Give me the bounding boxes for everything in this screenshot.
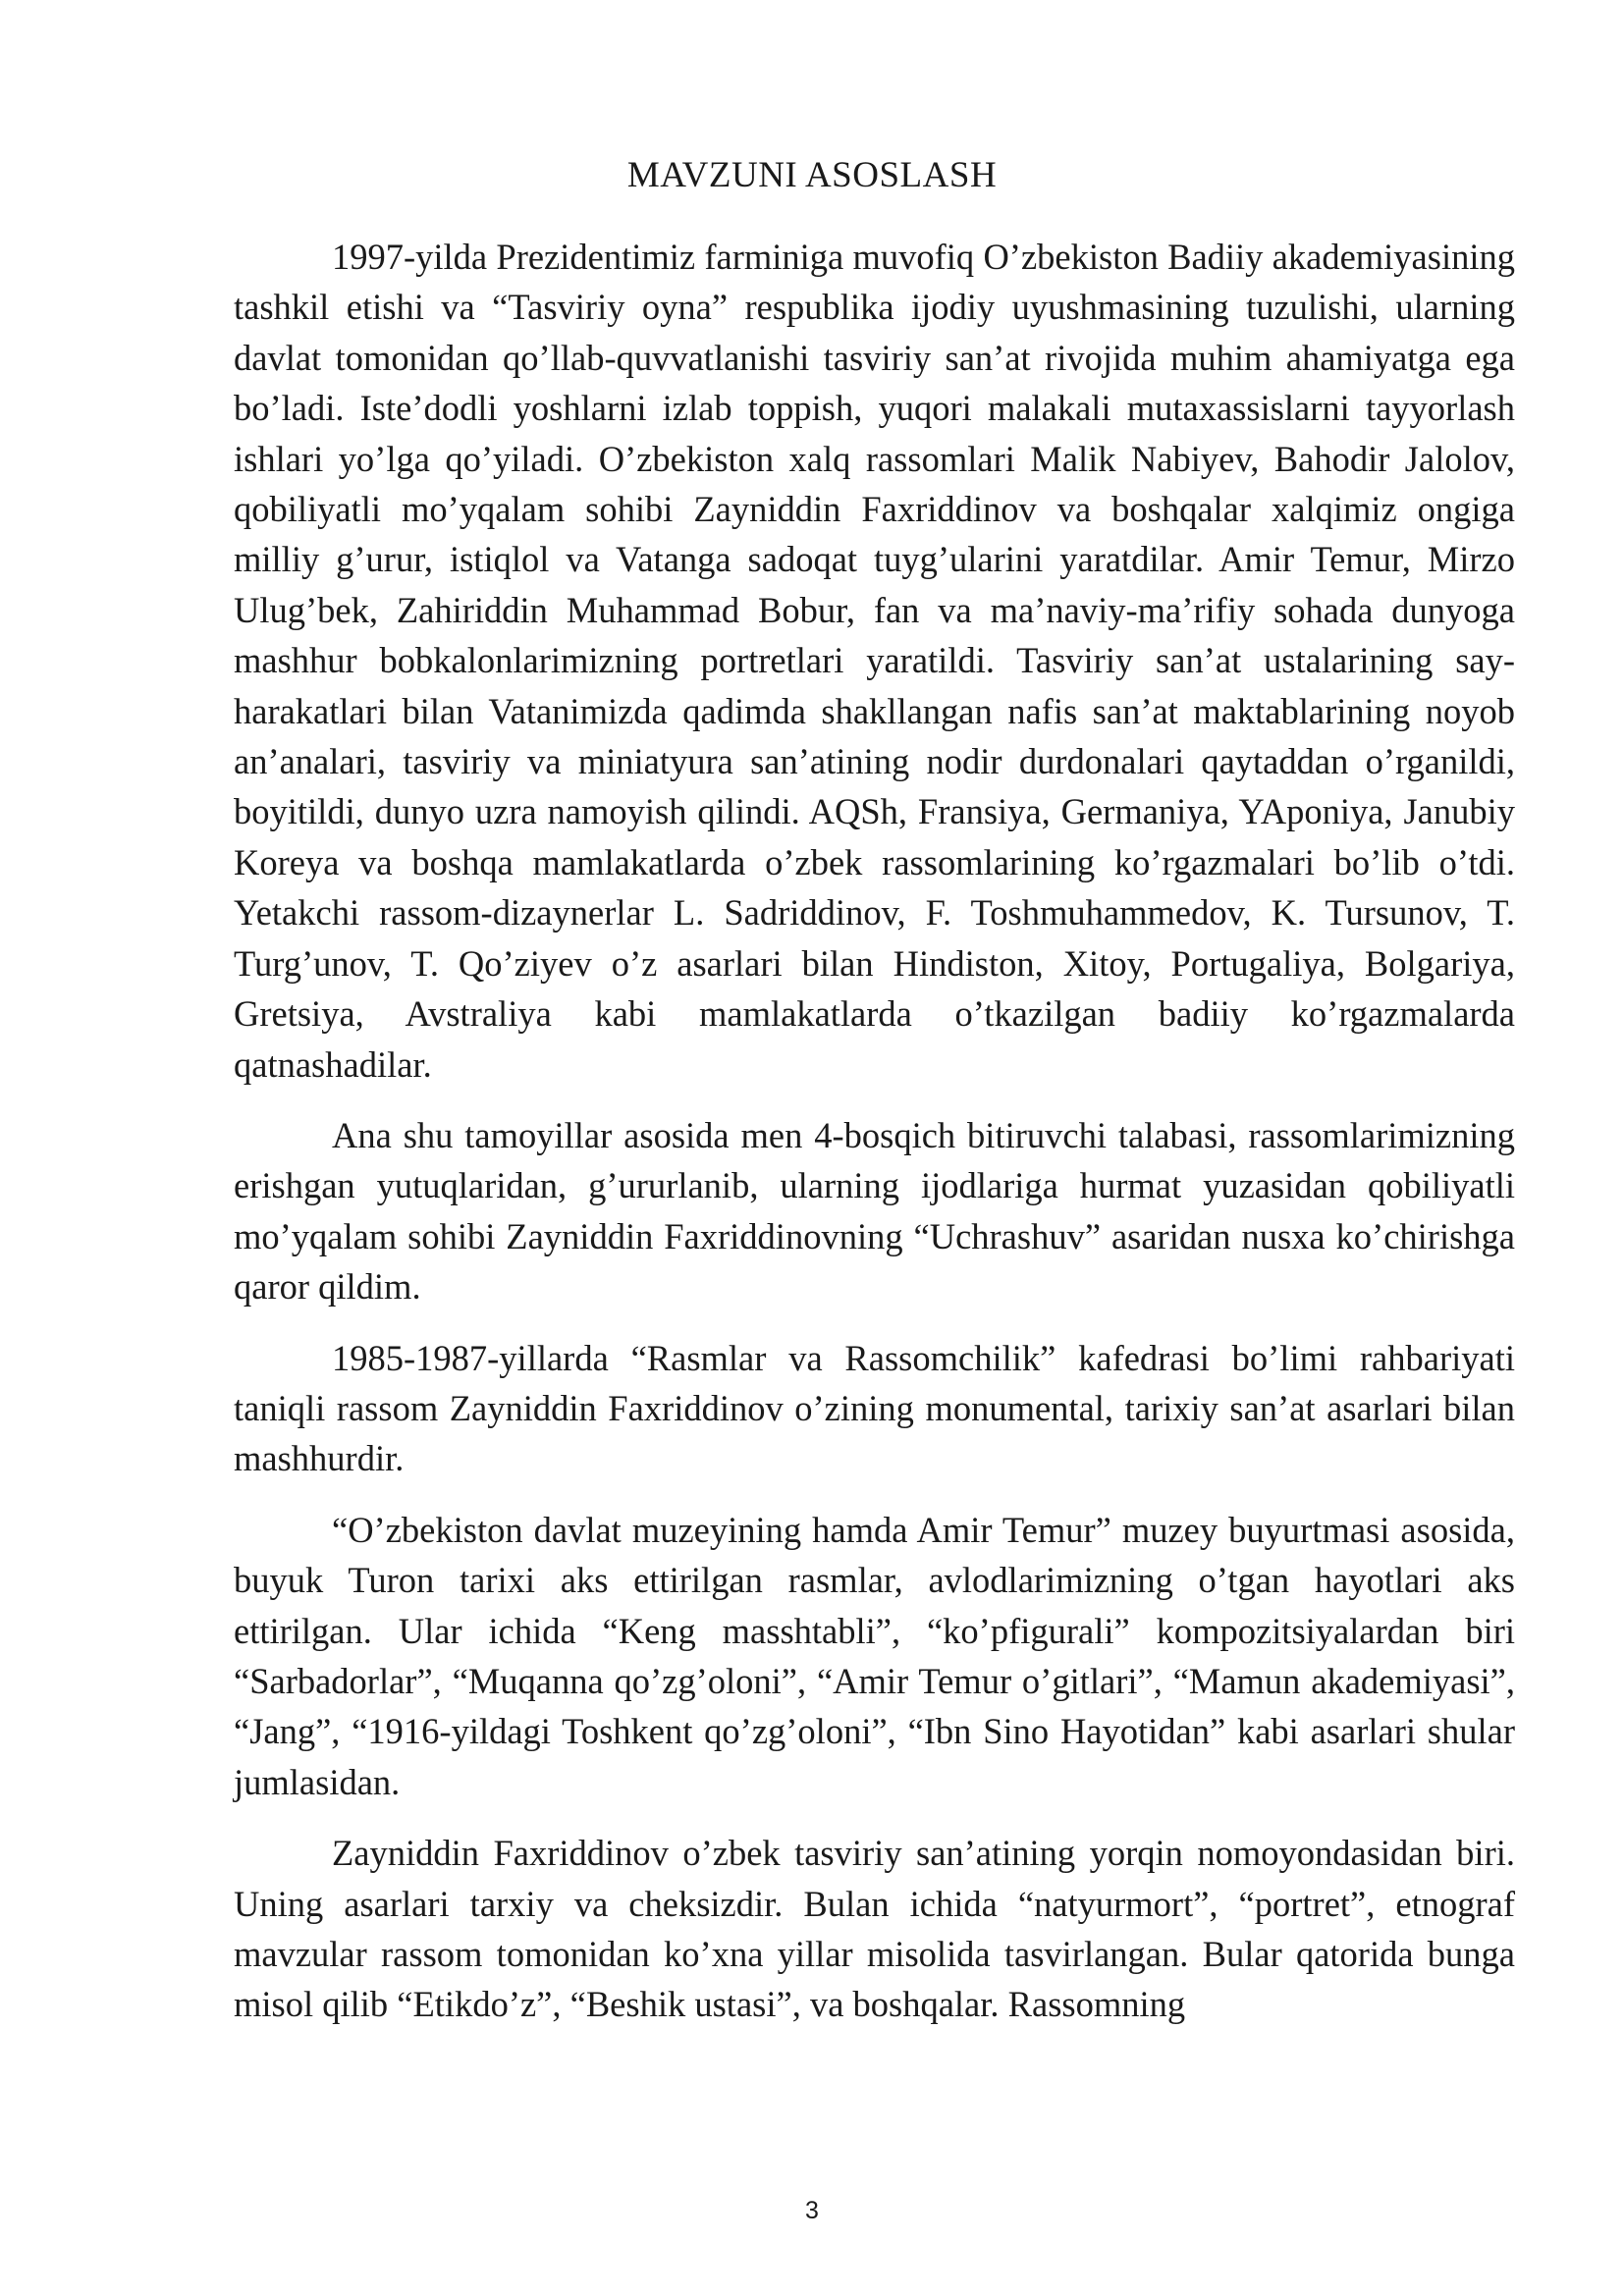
- page-number: 3: [805, 2197, 819, 2224]
- paragraph-1: 1997-yilda Prezidentimiz farminiga muvofiq O’zbekiston Badiiy akademiyasining tashkil etishi va “Tasviriy oyna” respublika ijodiy uyushmasining tuzulishi, ularning davlat tomonidan qo’llab-quvvatlanishi tasviriy san’at rivojida muhim ahamiyatga ega bo’ladi. Iste’dodli yoshlarni izlab toppish, yuqori malakali mutaxassislarni tayyorlash ishlari yo’lga qo’yiladi. O’zbekiston xalq rassomlari Malik Nabiyev, Bahodir Jalolov, qobiliyatli mo’yqalam sohibi Zayniddin Faxriddinov va boshqalar xalqimiz ongiga milliy g’urur, istiqlol va Vatanga sadoqat tuyg’ularini yaratdilar. Amir Temur, Mirzo Ulug’bek, Zahiriddin Muhammad Bobur, fan va ma’naviy-ma’rifiy sohada dunyoga mashhur bobkalonlarimizning portretlari yaratildi. Tasviriy san’at ustalarining say-harakatlari bilan Vatanimizda qadimda shakllangan nafis san’at maktablarining noyob an’analari, tasviriy va miniatyura san’atining nodir durdonalari qaytaddan o’rganildi, boyitildi, dunyo uzra namoyish qilindi. AQSh, Fransiya, Germaniya, YAponiya, Janubiy Koreya va boshqa mamlakatlarda o’zbek rassomlarining ko’rgazmalari bo’lib o’tdi. Yetakchi rassom-dizaynerlar L. Sadriddinov, F. Toshmuhammedov, K. Tursunov, T. Turg’unov, T. Qo’ziyev o’z asarlari bilan Hindiston, Xitoy, Portugaliya, Bolgariya, Gretsiya, Avstraliya kabi mamlakatlarda o’tkazilgan badiiy ko’rgazmalarda qatnashadilar.: [234, 237, 1515, 1085]
- paragraph-4: “O’zbekiston davlat muzeyining hamda Amir Temur” muzey buyurtmasi asosida, buyuk Turon tarixi aks ettirilgan rasmlar, avlodlarimizning o’tgan hayotlari aks ettirilgan. Ular ichida “Keng masshtabli”, “ko’pfigurali” kompozitsiyalardan biri “Sarbadorlar”, “Muqanna qo’zg’oloni”, “Amir Temur o’gitlari”, “Mamun akademiyasi”, “Jang”, “1916-yildagi Toshkent qo’zg’oloni”, “Ibn Sino Hayotidan” kabi asarlari shular jumlasidan.: [234, 1509, 1515, 1802]
- body-text: [234, 232, 1515, 2030]
- paragraph-5: Zayniddin Faxriddinov o’zbek tasviriy san’atining yorqin nomoyondasidan biri. Uning asarlari tarxiy va cheksizdir. Bulan ichida “natyurmort”, “portret”, etnograf mavzular rassom tomonidan ko’xna yillar misolida tasvirlangan. Bular qatorida bunga misol qilib “Etikdo’z”, “Beshik ustasi”, va boshqalar. Rassomning: [234, 1833, 1515, 2025]
- paragraph-3: 1985-1987-yillarda “Rasmlar va Rassomchilik” kafedrasi bo’limi rahbariyati taniqli rassom Zayniddin Faxriddinov o’zining monumental, tarixiy san’at asarlari bilan mashhurdir.: [234, 1337, 1515, 1479]
- paragraph-2: Ana shu tamoyillar asosida men 4-bosqich bitiruvchi talabasi, rassomlarimizning erishgan yutuqlaridan, g’ururlanib, ularning ijodlariga hurmat yuzasidan qobiliyatli mo’yqalam sohibi Zayniddin Faxriddinovning “Uchrashuv” asaridan nusxa ko’chirishga qaror qildim.: [234, 1114, 1515, 1308]
- page-title: MAVZUNI ASOSLASH: [626, 155, 998, 195]
